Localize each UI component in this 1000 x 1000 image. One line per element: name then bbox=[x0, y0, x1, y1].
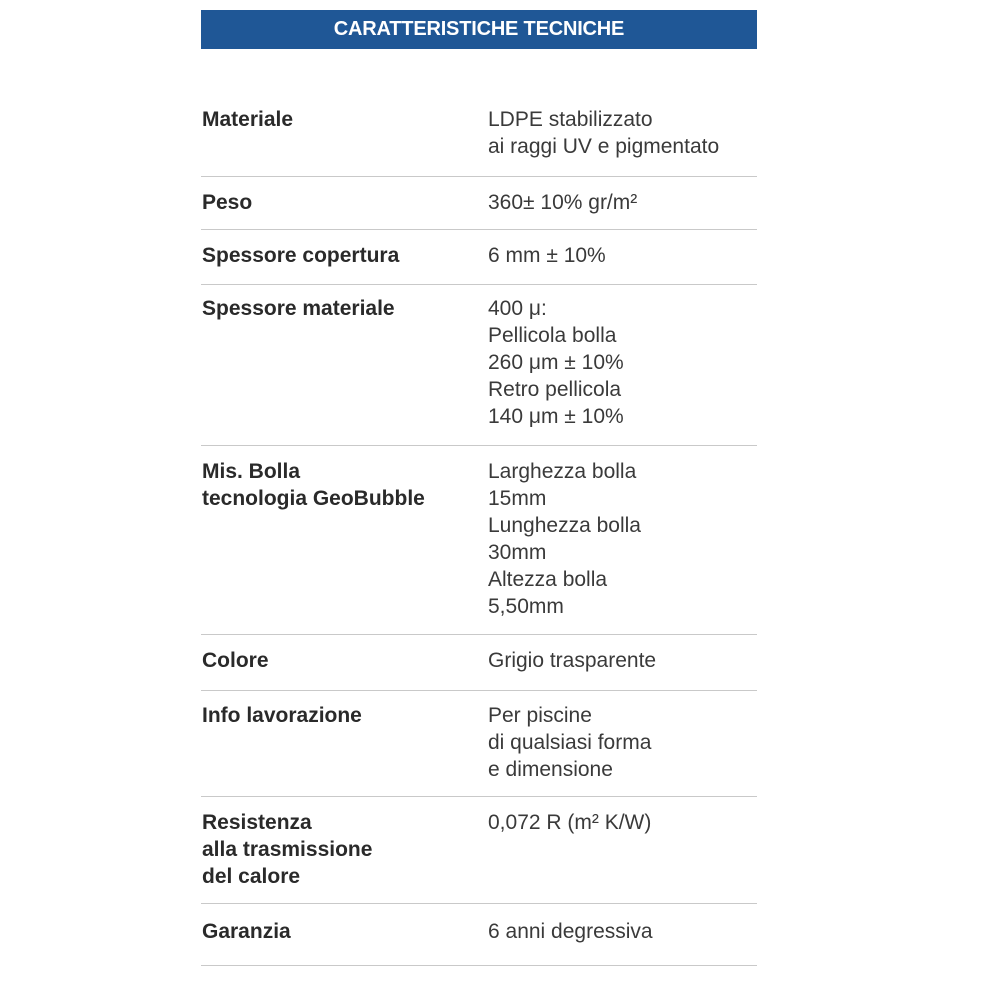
specs-table bbox=[201, 93, 757, 966]
table-row-mis-bolla bbox=[201, 446, 757, 635]
table-row-garanzia bbox=[201, 904, 757, 966]
row-value: Per piscine di qualsiasi forma e dimensione bbox=[488, 704, 652, 781]
row-label: Resistenza alla trasmissione del calore bbox=[202, 811, 373, 888]
row-value: Larghezza bolla 15mm Lunghezza bolla 30mm Altezza bolla 5,50mm bbox=[488, 460, 641, 618]
table-row-spessore-materiale bbox=[201, 285, 757, 446]
table-row-materiale bbox=[201, 93, 757, 177]
row-label: Mis. Bolla tecnologia GeoBubble bbox=[202, 460, 425, 510]
table-row-spessore-copertura bbox=[201, 230, 757, 285]
row-value: 6 mm ± 10% bbox=[488, 244, 606, 267]
row-label: Garanzia bbox=[202, 920, 291, 943]
table-row-peso bbox=[201, 177, 757, 230]
row-value: Grigio trasparente bbox=[488, 649, 657, 672]
table-row-info-lavorazione bbox=[201, 691, 757, 797]
row-value: LDPE stabilizzato ai raggi UV e pigmentato bbox=[488, 108, 720, 158]
row-value: 0,072 R (m² K/W) bbox=[488, 811, 652, 834]
row-label: Spessore copertura bbox=[202, 244, 400, 267]
row-label: Materiale bbox=[202, 108, 294, 131]
row-label: Spessore materiale bbox=[202, 297, 395, 320]
row-value: 400 μ: Pellicola bolla 260 μm ± 10% Retro pellicola 140 μm ± 10% bbox=[488, 297, 624, 428]
row-value: 360± 10% gr/m² bbox=[488, 191, 638, 214]
row-value: 6 anni degressiva bbox=[488, 920, 653, 943]
table-title: CARATTERISTICHE TECNICHE bbox=[333, 18, 625, 40]
row-label: Peso bbox=[202, 191, 253, 214]
table-header bbox=[201, 10, 757, 49]
table-row-resistenza bbox=[201, 797, 757, 904]
table-row-colore bbox=[201, 635, 757, 691]
row-label: Colore bbox=[202, 649, 269, 672]
row-label: Info lavorazione bbox=[202, 704, 362, 727]
